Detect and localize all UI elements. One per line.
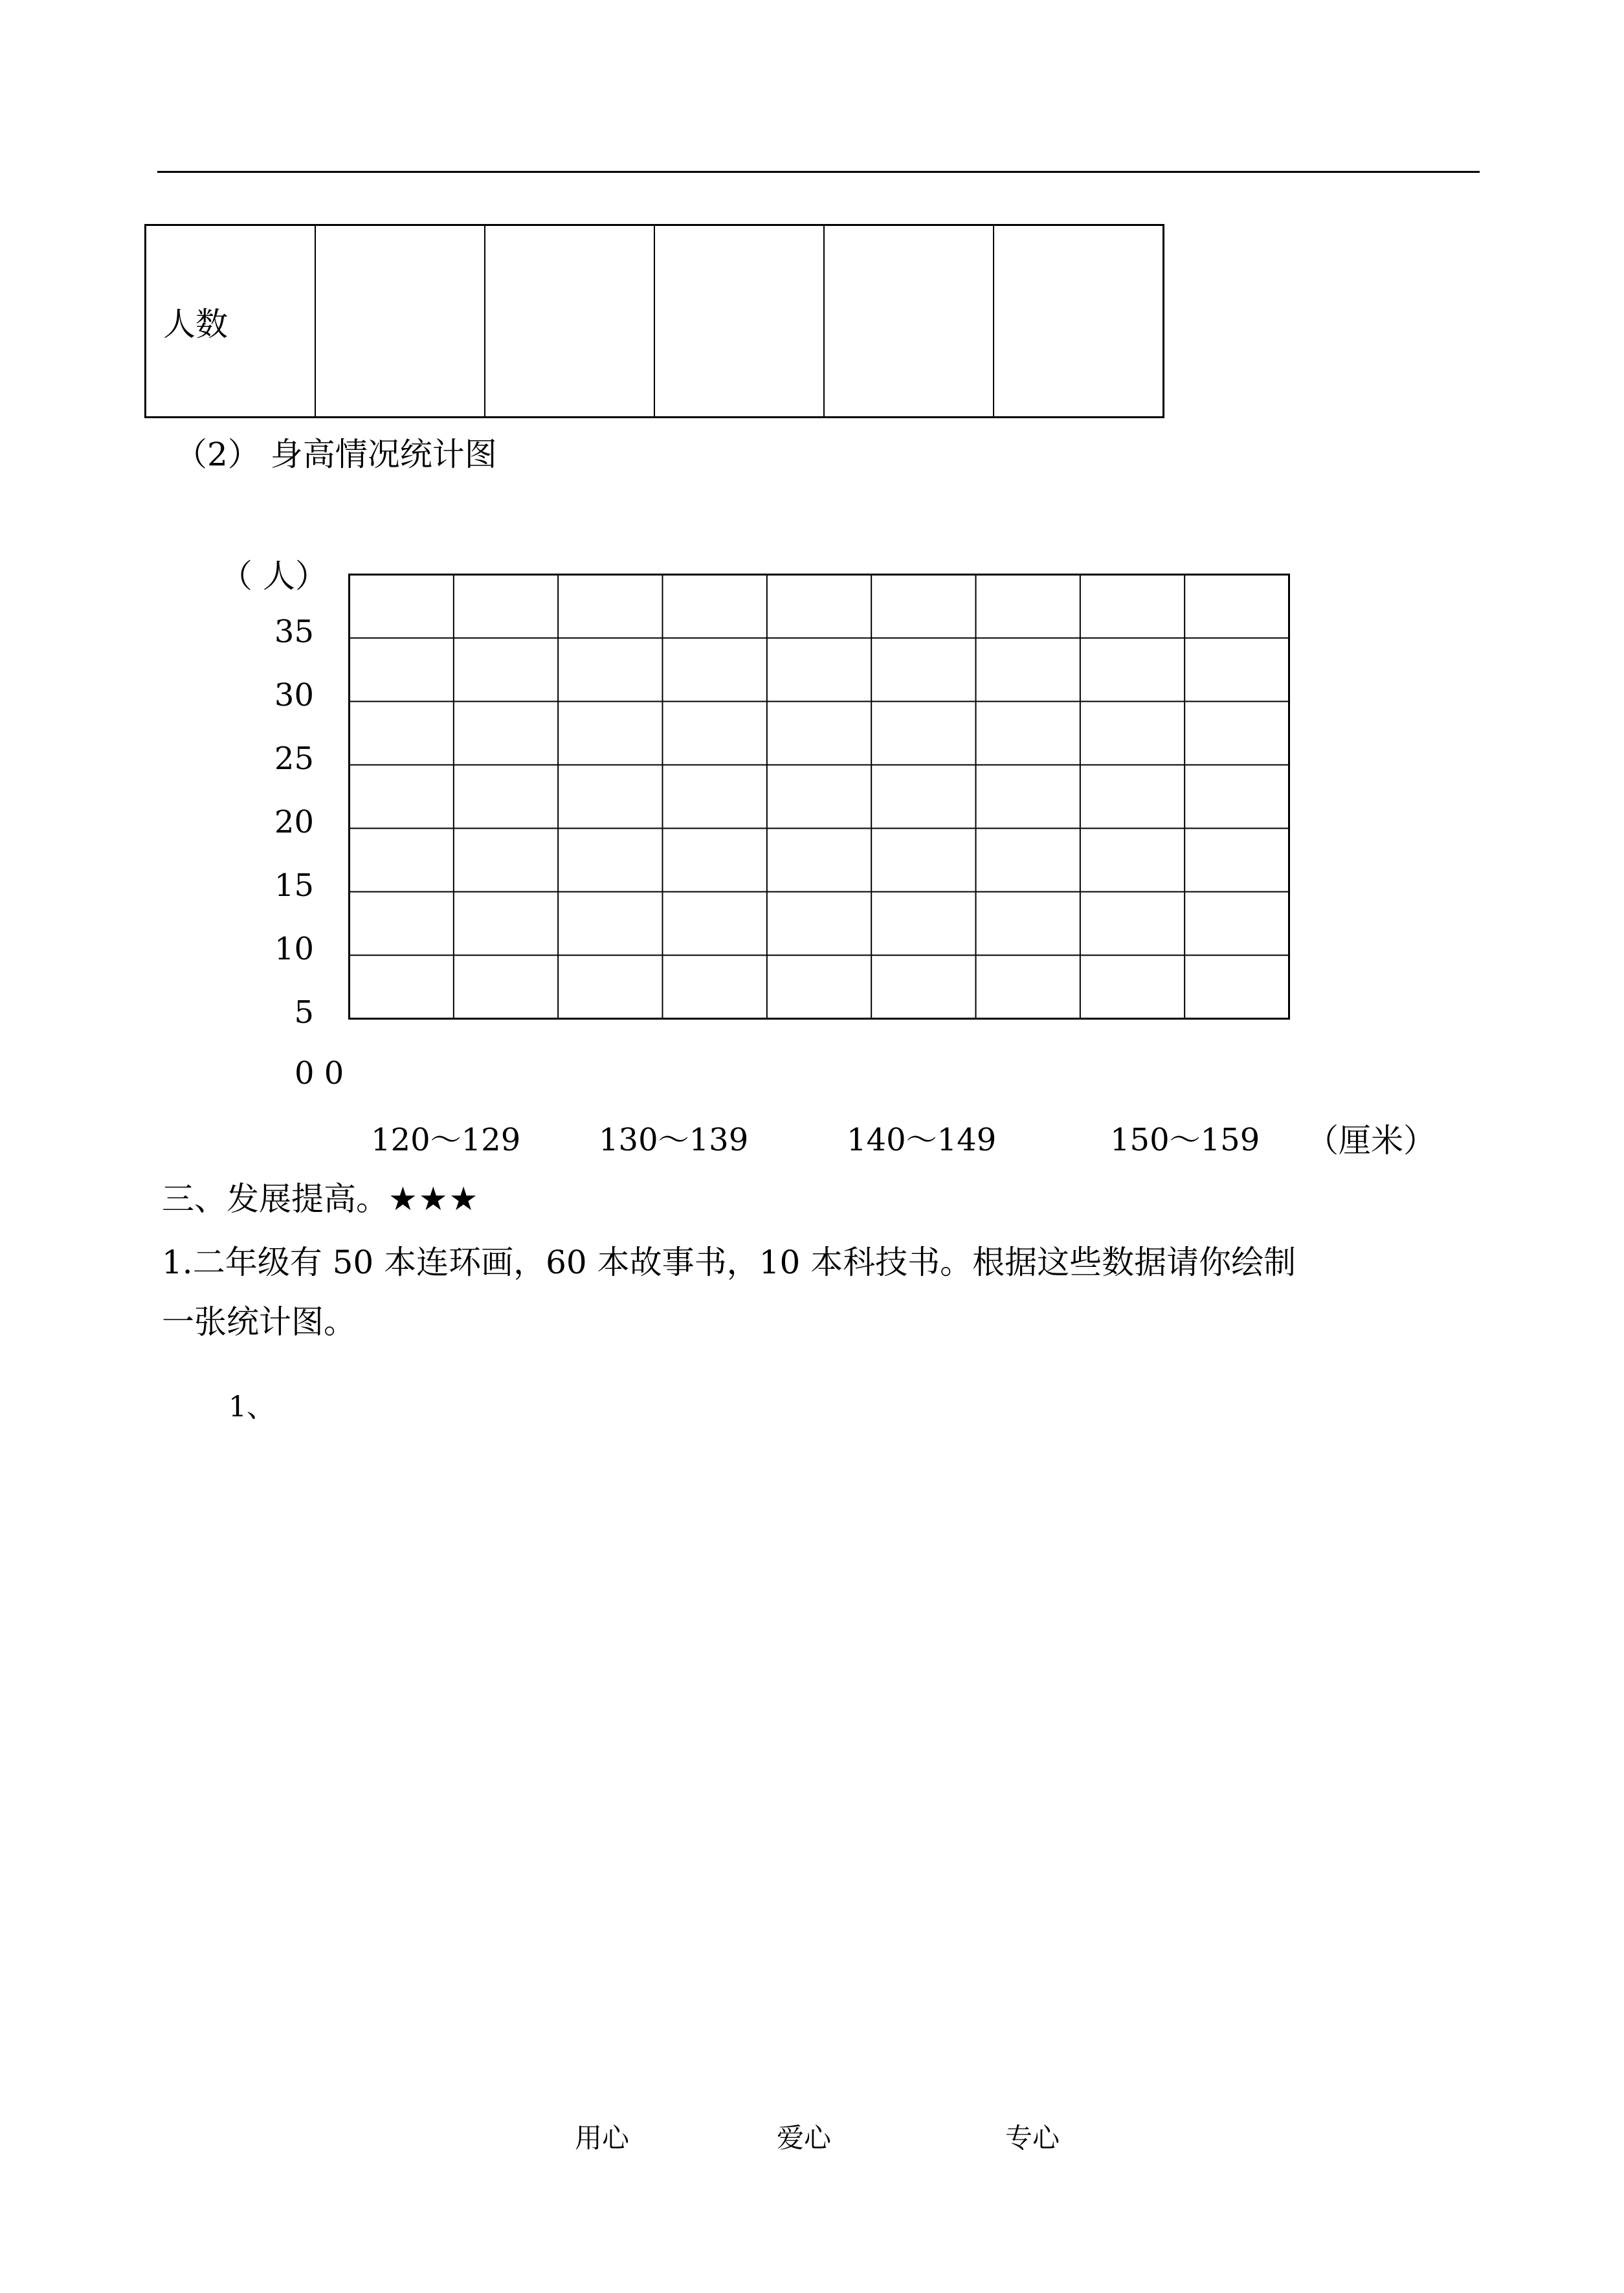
footer-item: 爱心	[777, 2122, 832, 2154]
section-3-title-text: 三、发展提高。	[162, 1180, 388, 1218]
table-blank-cell[interactable]	[654, 226, 823, 416]
table-blank-cell[interactable]	[315, 226, 484, 416]
star-rating-icon: ★★★	[388, 1180, 480, 1218]
table-blank-cell[interactable]	[993, 226, 1162, 416]
table-blank-cell[interactable]	[823, 226, 993, 416]
x-tick-label: 130～139	[599, 1122, 749, 1158]
grid-border	[350, 575, 1289, 1019]
footer-item: 用心	[575, 2122, 630, 2154]
answer-label: 1、	[228, 1391, 275, 1424]
footer-item: 专心	[1005, 2122, 1060, 2154]
y-tick-label: 20	[274, 803, 314, 840]
y-tick-label: 35	[274, 613, 314, 650]
table-blank-cell[interactable]	[484, 226, 654, 416]
blank-chart-grid[interactable]	[348, 574, 1290, 1020]
question-1-line-2: 一张统计图。	[162, 1303, 356, 1341]
table-row-label: 人数	[163, 306, 228, 343]
y-axis-unit: （ 人）	[220, 557, 328, 595]
count-table	[144, 224, 1164, 418]
table-row-label-cell	[146, 226, 315, 416]
origin-label: 0 0	[295, 1055, 344, 1091]
header-rule	[157, 171, 1480, 173]
y-tick-label: 5	[294, 994, 314, 1031]
x-tick-label: 140～149	[847, 1122, 997, 1158]
chart-heading: （2） 身高情况统计图	[175, 436, 497, 473]
y-tick-label: 25	[274, 740, 314, 777]
y-tick-label: 30	[274, 677, 314, 713]
x-tick-label: 120～129	[371, 1122, 521, 1158]
x-tick-label: 150～159	[1110, 1122, 1260, 1158]
section-3-title	[162, 1173, 479, 1220]
y-tick-label: 15	[274, 867, 314, 904]
y-tick-label: 10	[274, 930, 314, 967]
x-axis-unit: （厘米）	[1306, 1122, 1436, 1159]
question-1-line-1: 1.二年级有 50 本连环画，60 本故事书，10 本科技书。根据这些数据请你绘制	[162, 1244, 1296, 1281]
